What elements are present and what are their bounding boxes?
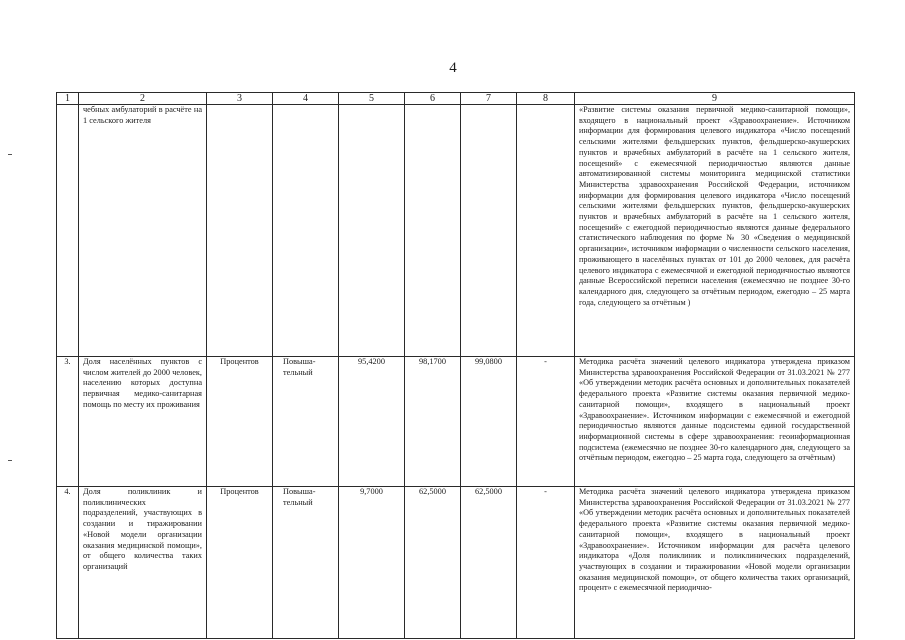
value-col-7 <box>461 105 517 357</box>
value-col-5: 95,4200 <box>339 357 405 487</box>
row-number <box>57 105 79 357</box>
value-col-7: 99,0800 <box>461 357 517 487</box>
unit-cell <box>207 105 273 357</box>
header-col-7: 7 <box>461 93 517 105</box>
indicator-table <box>56 92 855 639</box>
methodology-text: «Развитие системы оказания первичной медико-санитарной помощи», входящего в национальный проект «Здравоохранение». Источником информации для формирования целевого индикатора «Число посещений сельскими жителями фельдшерских пунктов, фельдшерско-акушерских пунктов и врачебных амбулаторий в расчёте на 1 сельского жителя, посещений» с ежемесячной периодичностью являются данные автоматизированной системы мониторинга медицинской статистики Министерства здравоохранения Российской Федерации, источником информации для формирования целевого индикатора «Число посещений сельскими жителями фельдшерских пунктов, фельдшерско-акушерских пунктов и врачебных амбулаторий в расчёте на 1 сельского жителя, посещений» с ежегодной периодичностью являются данные федерального статистического наблюдения по форме № 30 «Сведения о медицинской организации», источником информации о численности сельского населения, проживающего в населённых пунктах от 101 до 2000 человек, для расчёта целевого индикатора с ежемесячной и ежегодной периодичностью являются данные Всероссийской переписи населения (ежемесячно не позднее 30-го календарного дня, следующего за отчётным периодом, ежегодно – 25 марта года, следующего за отчётным ) <box>575 105 855 357</box>
methodology-text: Методика расчёта значений целевого индикатора утверждена приказом Министерства здравоохранения Российской Федерации от 31.03.2021 № 277 «Об утверждении методик расчёта основных и дополнительных показателей федерального проекта «Развитие системы оказания первичной медико-санитарной помощи», входящего в национальный проект «Здравоохранение». Источником информации для расчёта целевого индикатора «Доля поликлиник и поликлинических подразделений, участвующих в создании и тиражировании «Новой модели организации оказания медицинской помощи», от общего количества таких организаций, процент» с ежемесячной периодично- <box>575 487 855 639</box>
header-row <box>57 93 855 105</box>
value-col-5 <box>339 105 405 357</box>
indicator-name: Доля населённых пунктов с числом жителей до 2000 человек, населению которых доступна первичная медико-санитарная помощь по месту их проживания <box>79 357 207 487</box>
header-col-4: 4 <box>273 93 339 105</box>
methodology-text: Методика расчёта значений целевого индикатора утверждена приказом Министерства здравоохранения Российской Федерации от 31.03.2021 № 277 «Об утверждении методик расчёта основных и дополнительных показателей федерального проекта «Развитие системы оказания первичной медико-санитарной помощи», входящего в национальный проект «Здравоохранение». Источником информации с ежемесячной и ежегодной периодичностью являются данные подсистемы единой государственной информационной системы в сфере здравоохранения: геоинформационная подсистема (ежемесячно не позднее 30-го календарного дня, следующего за отчётным периодом, ежегодно – 25 марта года, следующего за отчётным) <box>575 357 855 487</box>
header-col-3: 3 <box>207 93 273 105</box>
unit-cell: Процентов <box>207 487 273 639</box>
indicator-name: Доля поликлиник и поликлинических подразделений, участвующих в создании и тиражировании «Новой модели организации оказания медицинской помощи», от общего количества таких организаций <box>79 487 207 639</box>
value-col-6: 98,1700 <box>405 357 461 487</box>
type-cell: Повыша-тельный <box>273 357 339 487</box>
value-col-6 <box>405 105 461 357</box>
header-col-9: 9 <box>575 93 855 105</box>
header-col-8: 8 <box>517 93 575 105</box>
value-col-8 <box>517 105 575 357</box>
indicator-name: чебных амбулаторий в расчёте на 1 сельского жителя <box>79 105 207 357</box>
unit-cell: Процентов <box>207 357 273 487</box>
header-col-5: 5 <box>339 93 405 105</box>
row-number: 3. <box>57 357 79 487</box>
type-cell: Повыша-тельный <box>273 487 339 639</box>
margin-tick-bottom <box>8 460 12 461</box>
header-col-6: 6 <box>405 93 461 105</box>
value-col-8: - <box>517 487 575 639</box>
type-cell <box>273 105 339 357</box>
page-number: 4 <box>449 60 457 76</box>
header-col-1: 1 <box>57 93 79 105</box>
value-col-8: - <box>517 357 575 487</box>
value-col-6: 62,5000 <box>405 487 461 639</box>
header-col-2: 2 <box>79 93 207 105</box>
value-col-7: 62,5000 <box>461 487 517 639</box>
value-col-5: 9,7000 <box>339 487 405 639</box>
margin-tick-top <box>8 154 12 155</box>
table-row-continued <box>57 105 855 357</box>
row-number: 4. <box>57 487 79 639</box>
table-row-4 <box>57 487 855 639</box>
table-row-3 <box>57 357 855 487</box>
